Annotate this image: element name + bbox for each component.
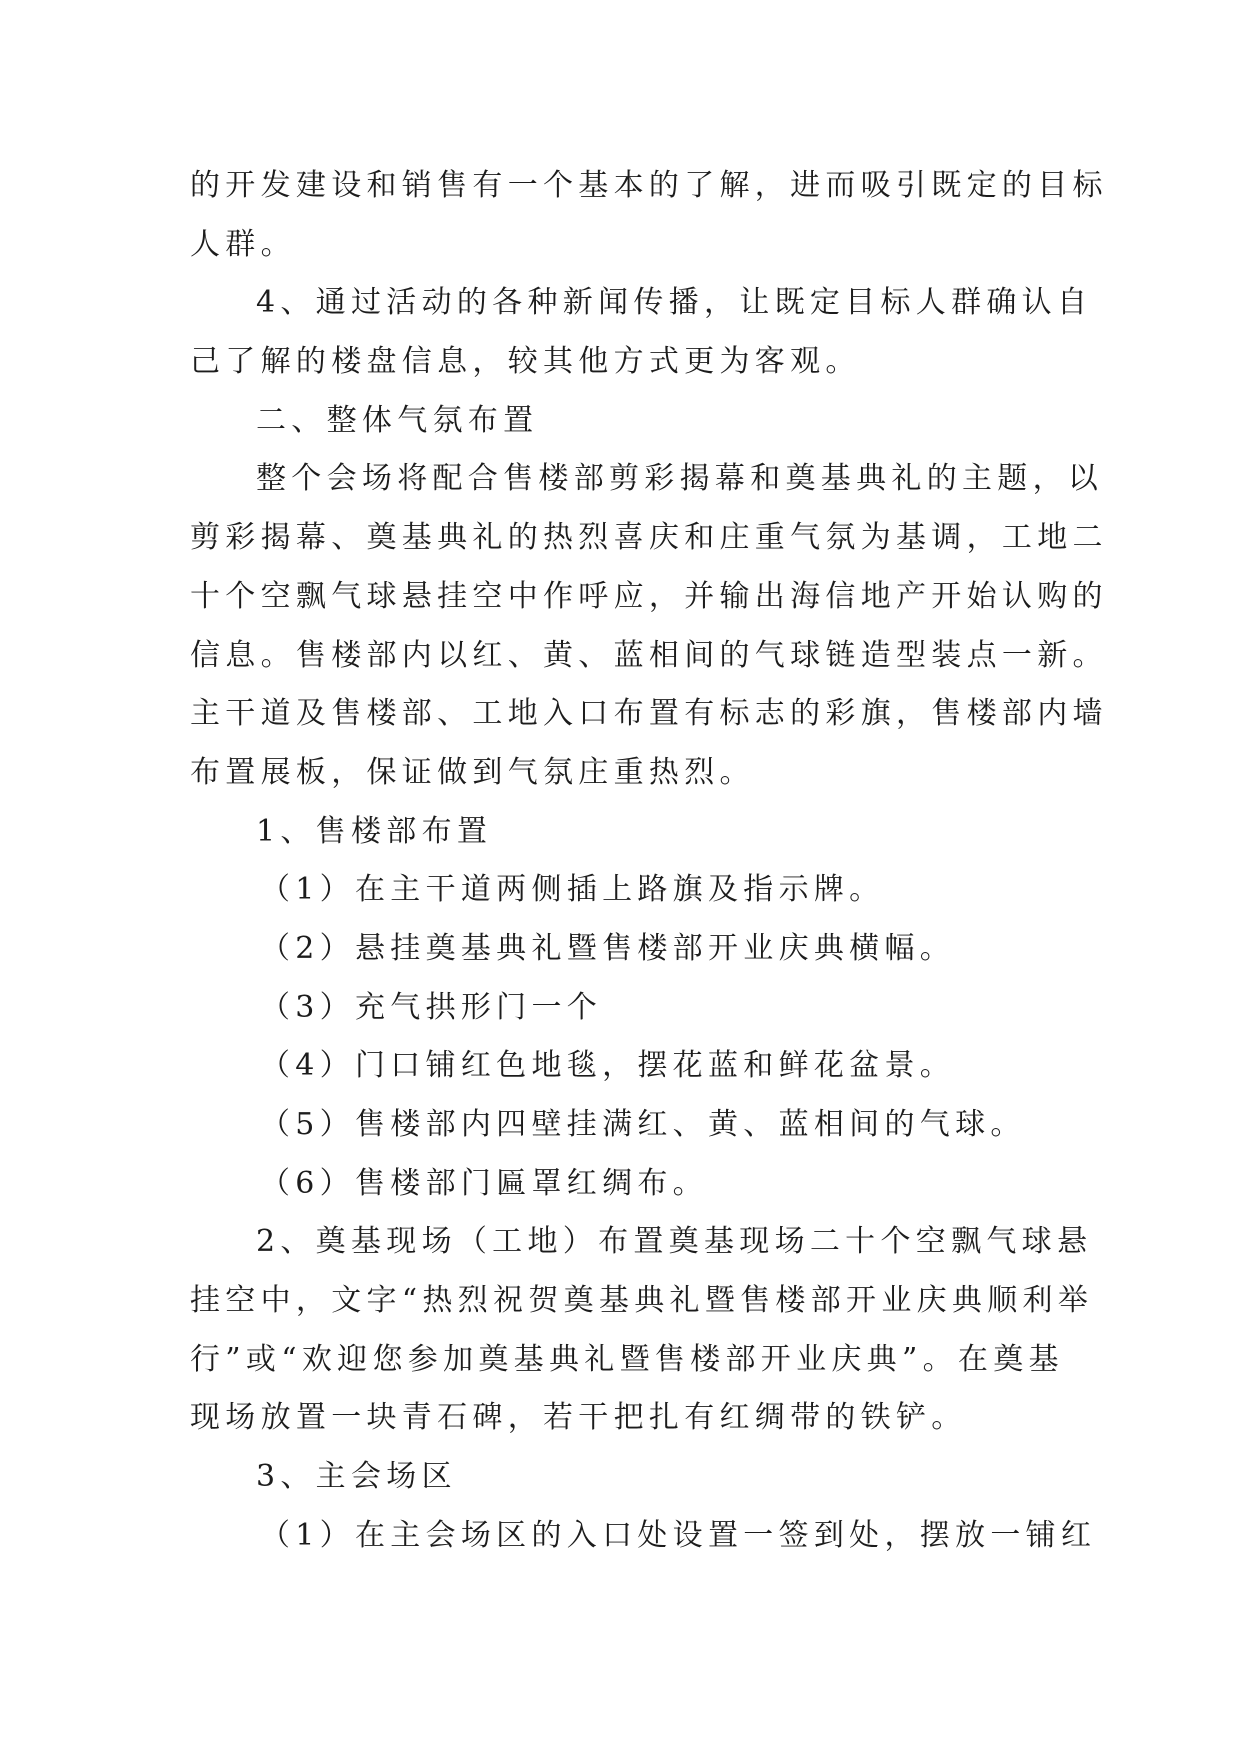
list-item: （4）门口铺红色地毯，摆花蓝和鲜花盆景。: [260, 1048, 956, 1084]
body-text: [190, 157, 1108, 1566]
list-paragraph: 4、通过活动的各种新闻传播，让既定目标人群确认自: [256, 285, 1093, 321]
text-line: 行”或“欢迎您参加奠基典礼暨售楼部开业庆典”。在奠基: [190, 1341, 1064, 1377]
subsection-heading: 1、售楼部布置: [256, 813, 493, 849]
list-item: （1）在主干道两侧插上路旗及指示牌。: [260, 872, 885, 908]
list-item: （1）在主会场区的入口处设置一签到处，摆放一铺红: [260, 1517, 1097, 1553]
text-line: 己了解的楼盘信息，较其他方式更为客观。: [190, 344, 861, 380]
text-line: 十个空飘气球悬挂空中作呼应，并输出海信地产开始认购的: [190, 578, 1108, 614]
list-item: （6）售楼部门匾罩红绸布。: [260, 1165, 708, 1201]
list-item: （2）悬挂奠基典礼暨售楼部开业庆典横幅。: [260, 930, 956, 966]
paragraph-start: 整个会场将配合售楼部剪彩揭幕和奠基典礼的主题，以: [256, 461, 1104, 497]
text-line: 人群。: [190, 226, 296, 262]
text-line: 挂空中，文字“热烈祝贺奠基典礼暨售楼部开业庆典顺利举: [190, 1283, 1094, 1319]
text-line: 剪彩揭幕、奠基典礼的热烈喜庆和庄重气氛为基调，工地二: [190, 520, 1108, 556]
list-item: （3）充气拱形门一个: [260, 989, 603, 1025]
subsection-paragraph: 2、奠基现场（工地）布置奠基现场二十个空飘气球悬: [256, 1224, 1093, 1260]
text-line: 现场放置一块青石碑，若干把扎有红绸带的铁铲。: [190, 1400, 967, 1436]
text-line: 信息。售楼部内以红、黄、蓝相间的气球链造型装点一新。: [190, 637, 1108, 673]
list-item: （5）售楼部内四壁挂满红、黄、蓝相间的气球。: [260, 1107, 1026, 1142]
section-heading: 二、整体气氛布置: [256, 402, 539, 438]
text-line: 的开发建设和销售有一个基本的了解，进而吸引既定的目标: [190, 168, 1108, 203]
text-line: 布置展板，保证做到气氛庄重热烈。: [190, 754, 755, 790]
text-line: 主干道及售楼部、工地入口布置有标志的彩旗，售楼部内墙: [190, 696, 1108, 732]
subsection-heading: 3、主会场区: [256, 1459, 457, 1495]
